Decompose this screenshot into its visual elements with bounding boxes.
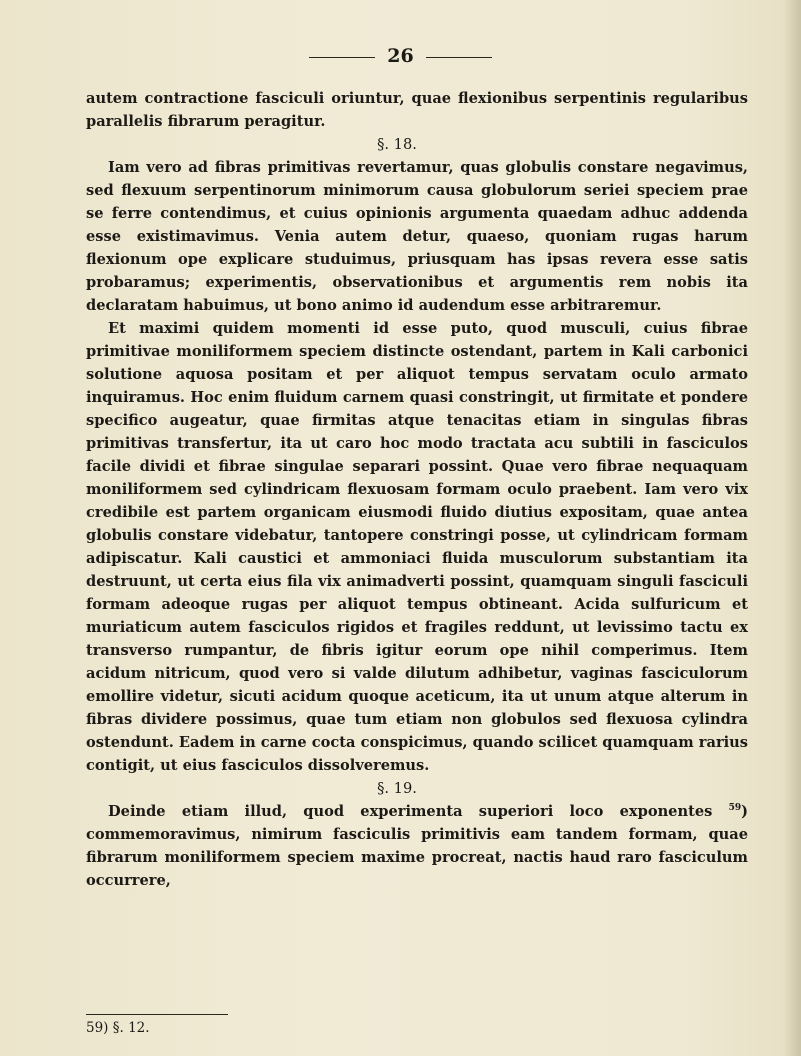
paragraph: Iam vero ad fibras primitivas revertamur, quas globulis constare negavimus, sed flexuum serpentinorum minimorum causa globulorum seriei speciem prae se ferre contendimus, et cuius opinionis argumenta quaedam adhuc addenda esse existimavimus. Venia autem detur, quaeso, quoniam rugas harum flexionum ope explicare studuimus, priusquam has ipsas revera esse satis probaramus; experimentis, observationibus et argumentis rem nobis ita declaratam habuimus, ut bono animo id audendum esse arbitraremur. <box>86 159 748 314</box>
paragraph-last <box>86 800 748 892</box>
section-heading-19: §. 19. <box>377 780 417 797</box>
footnote: 59) §. 12. <box>86 1020 150 1036</box>
footnote-rule <box>86 1014 228 1015</box>
page-number: 26 <box>387 45 414 67</box>
paragraph-text-after-ref: ) commemoravimus, nimirum fasciculis primitivis eam tandem formam, quae fibrarum moniliformem speciem maxime procreat, nactis haud raro fasciculum occurrere, <box>86 803 748 889</box>
paragraph: Et maximi quidem momenti id esse puto, quod musculi, cuius fibrae primitivae moniliformem speciem distincte ostendant, partem in Kali carbonici solutione aquosa positam et per aliquot tempus servatam oculo armato inquiramus. Hoc enim fluidum carnem quasi constringit, ut firmitate et pondere specifico augeatur, quae firmitas atque tenacitas etiam in singulas fibras primitivas transfertur, ita ut caro hoc modo tractata acu subtili in fasciculos facile dividi et fibrae singulae separari possint. Quae vero fibrae nequaquam moniliformem sed cylindricam flexuosam formam oculo praebent. Iam vero vix credibile est partem organicam eiusmodi fluido diutius expositam, quae antea globulis constare videbatur, tantopere constringi posse, ut cylindricam formam adipiscatur. Kali caustici et ammoniaci fluida musculorum substantiam ita destruunt, ut certa eius fila vix animadverti possint, quamquam singuli fasciculi formam adeoque rugas per aliquot tempus obtineant. Acida sulfuricum et muriaticum autem fasciculos rigidos et fragiles reddunt, ut levissimo tactu ex transverso rumpantur, de fibris igitur eorum ope nihil comperimus. Item acidum nitricum, quod vero si valde dilutum adhibetur, vaginas fasciculorum emollire videtur, sicuti acidum quoque aceticum, ita ut unum atque alterum in fibras dividere possimus, quae tum etiam non globulos sed flexuosa cylindra ostendunt. Eadem in carne cocta conspicimus, quando scilicet quamquam rarius contigit, ut eius fasciculos dissolveremus. <box>86 320 748 774</box>
paragraph-continuation: autem contractione fasciculi oriuntur, quae flexionibus serpentinis regularibus parallelis fibrarum peragitur. <box>86 90 748 130</box>
page-header <box>0 46 801 67</box>
header-rule-right <box>426 57 492 58</box>
footnote-reference: 59 <box>728 803 742 814</box>
body-text <box>86 87 748 892</box>
page-edge-shadow <box>783 0 801 1056</box>
paragraph-text-before-ref: Deinde etiam illud, quod experimenta superiori loco exponentes <box>108 803 729 820</box>
section-heading-18: §. 18. <box>377 136 417 153</box>
header-rule-left <box>309 57 375 58</box>
